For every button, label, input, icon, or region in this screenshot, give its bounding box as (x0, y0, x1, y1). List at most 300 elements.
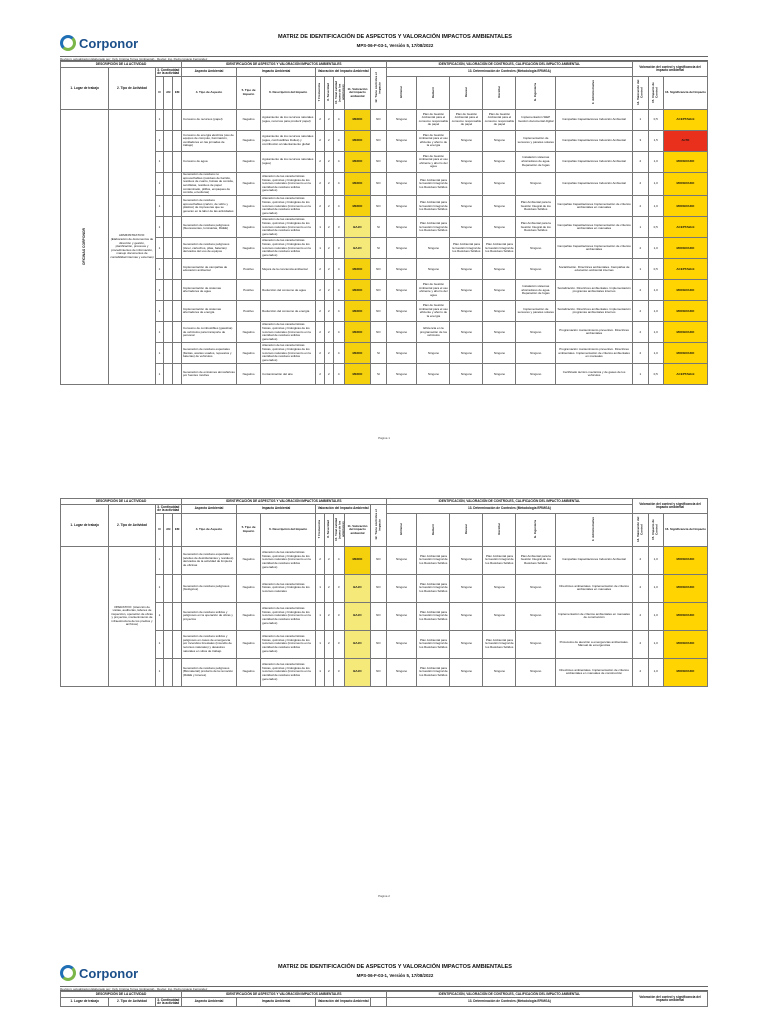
col-an-2: AN (164, 514, 173, 547)
tiene-controles: NO (371, 280, 387, 301)
control-reciclar: Ninguno (483, 130, 516, 151)
significancia: MODERADO (663, 172, 707, 196)
significancia: ACEPTABLE (663, 364, 707, 385)
control-reusar: Ninguno (450, 259, 483, 280)
matrix-table-3 (60, 991, 708, 1007)
section-controles: IDENTIFICACIÓN, VALORACIÓN DE CONTROLES, CALIFICACIÓN DEL IMPACTO AMBIENTAL (386, 62, 632, 68)
col-valoracion-imp: 11. Valoración del impacto ambiental (344, 77, 370, 110)
total: 4 (333, 343, 344, 364)
page-3 (60, 962, 708, 1007)
frecuencia: 2 (316, 364, 325, 385)
valoracion-control: 2 (633, 546, 648, 574)
brand-name: Corponor (79, 35, 139, 51)
valoracion: MEDIO (344, 172, 370, 196)
frecuencia: 1 (316, 238, 325, 259)
cont-n: 1 (155, 217, 164, 238)
control-administrativo: Campañas Capacitaciones Implementación de criterios ambientales en manuales (556, 217, 633, 238)
significancia: MODERADO (663, 238, 707, 259)
cont-an (164, 130, 173, 151)
valoracion: BAJO (344, 658, 370, 686)
tipo-impacto: Positivo (236, 301, 260, 322)
control-reducir: Plan Ambiental para la Gestión Integral de los Residuos Sólidos (417, 172, 450, 196)
col-impacto-control-2: 15. Impacto de Control (651, 518, 659, 540)
valoracion-control: 3 (633, 130, 648, 151)
impacto-control: 1,0 (648, 301, 663, 322)
severidad: 2 (324, 151, 333, 172)
desc-impacto: Reducción del consumo de energía (261, 301, 316, 322)
tipo-aspecto: Consumo de combustibles (gasolina) de vehículos para transporte de personal (181, 322, 236, 343)
control-reciclar: Ninguno (483, 196, 516, 217)
cont-em (173, 658, 182, 686)
control-ingenieria: Ninguno (516, 172, 556, 196)
cont-em (173, 172, 182, 196)
control-reciclar: Ninguno (483, 574, 516, 602)
total: 4 (333, 196, 344, 217)
control-ingenieria: Ninguno (516, 630, 556, 658)
tipo-aspecto: Implementación de sistemas ahorradores de agua (181, 280, 236, 301)
tipo-aspecto: Generación de residuos peligrosos (fluorescentes, luminarias, RAEE) (181, 217, 236, 238)
valoracion: BAJO (344, 630, 370, 658)
tipo-impacto: Negativo (236, 151, 260, 172)
control-reducir: Ninguno (417, 343, 450, 364)
control-ingenieria: Plan Ambiental para la Gestión Integral de los Residuos Sólidos (516, 196, 556, 217)
col-actividad-3: 2. Tipo de Actividad (109, 998, 155, 1007)
valoracion: BAJO (344, 217, 370, 238)
tiene-controles: NO (371, 630, 387, 658)
control-reusar: Ninguno (450, 151, 483, 172)
tipo-aspecto: Generación de residuos no aprovechables (residuos de barrido, residuos de cuarto, bolsas de comida, servilletas, residuos de papel contaminado, pitillos, empaques de comida, envolturas) (181, 172, 236, 196)
col-valoracion-imp-2: 11. Valoración del impacto ambiental (344, 514, 370, 547)
col-significancia-2: 16. Significancia del Impacto (663, 514, 707, 547)
impacto-control: 1,0 (648, 322, 663, 343)
impacto-control: 1,0 (648, 343, 663, 364)
page-number-1: Página 1 (378, 436, 390, 440)
total: 3 (333, 574, 344, 602)
control-eliminar: Ninguno (386, 196, 417, 217)
significancia: MODERADO (663, 151, 707, 172)
control-ingenieria: Ninguno (516, 238, 556, 259)
frecuencia: 2 (316, 343, 325, 364)
valoracion: MEDIO (344, 546, 370, 574)
significancia: MODERADO (663, 301, 707, 322)
significancia: ACEPTABLE (663, 217, 707, 238)
col-impacto-amb-2: Impacto Ambiental (236, 505, 315, 514)
tiene-controles: NO (371, 151, 387, 172)
cont-n: 1 (155, 658, 164, 686)
col-reducir-2: Reducir (430, 523, 435, 535)
lugar-cell (61, 546, 109, 686)
severidad: 2 (324, 322, 333, 343)
desc-impacto: Alteración de las características físicas, químicas y biológicas de los recursos naturales (incremento en la cantidad de residuos sólidos generados) (261, 602, 316, 630)
tipo-impacto: Negativo (236, 172, 260, 196)
tipo-impacto: Negativo (236, 658, 260, 686)
table-row (61, 301, 708, 322)
severidad: 2 (324, 172, 333, 196)
control-reducir: Plan de Gestión Ambiental para el consumo responsable de papel (417, 109, 450, 130)
control-reusar: Ninguno (450, 546, 483, 574)
valoracion: MEDIO (344, 109, 370, 130)
table-row (61, 343, 708, 364)
control-ingenieria: Implementación SIEP Gestión documental digital (516, 109, 556, 130)
severidad: 2 (324, 238, 333, 259)
valoracion: MEDIO (344, 130, 370, 151)
tipo-impacto: Negativo (236, 343, 260, 364)
col-total-2: 10. Total calidad (suma de los anteriores) (333, 517, 345, 541)
impacto-control: 1,0 (648, 602, 663, 630)
desc-impacto: Alteración de las características físicas, químicas y biológicas de los recursos naturales (incremento en la cantidad de residuos sólidos generados) (261, 322, 316, 343)
section-significancia-3: Valoración del control y significancia del impacto ambiental (633, 992, 708, 1007)
col-impacto-amb-3: Impacto Ambiental (236, 998, 315, 1007)
col-lugar-2: 1. Lugar de trabajo (61, 505, 109, 547)
valoracion: MEDIO (344, 343, 370, 364)
tipo-aspecto: Generación de residuos sólidos y peligrosos en casos de emergencia por incendios forestales (incendio de recursos naturales) y desastres naturales en sitios de trabajo (181, 630, 236, 658)
desc-impacto: Alteración de las características físicas, químicas y biológicas de los recursos naturales (incremento en la cantidad de residuos sólidos generados) (261, 630, 316, 658)
control-reciclar: Ninguno (483, 343, 516, 364)
frecuencia: 2 (316, 130, 325, 151)
section-descripcion: DESCRIPCIÓN DE LA ACTIVIDAD (61, 62, 182, 68)
cont-n: 1 (155, 109, 164, 130)
cont-n: 1 (155, 151, 164, 172)
significancia: ACEPTABLE (663, 109, 707, 130)
control-eliminar: Ninguno (386, 151, 417, 172)
frecuencia: 1 (316, 574, 325, 602)
valoracion-control: 1 (633, 109, 648, 130)
significancia: MODERADO (663, 322, 707, 343)
control-eliminar: Ninguno (386, 217, 417, 238)
col-impacto-control: 15. Impacto de Control (651, 81, 659, 103)
control-administrativo: Campañas Capacitaciones Implementación de criterios ambientales en manuales (556, 196, 633, 217)
control-reusar: Ninguno (450, 322, 483, 343)
cont-em (173, 238, 182, 259)
col-em: EM (173, 77, 182, 110)
cont-em (173, 630, 182, 658)
valoracion: MEDIO (344, 196, 370, 217)
section-identificacion: IDENTIFICACIÓN DE ASPECTOS Y VALORACIÓN IMPACTOS AMBIENTALES (181, 62, 386, 68)
control-reciclar: Ninguno (483, 172, 516, 196)
control-administrativo: Campañas Capacitaciones Inducción Ambiental (556, 151, 633, 172)
actividad-cell: OPERATIVO: (Atención de visitas, auditorías, labores de inspección, operación de obras y proyectos, mantenimiento de infraestructura de los predios y archivos) (109, 546, 155, 686)
lugar-label: OFICINAS CORPONOR (81, 227, 86, 265)
doc-code: MPS-06-F-03-1, Versión 5, 17/08/2022 (356, 43, 434, 48)
valoracion: MEDIO (344, 322, 370, 343)
total: 4 (333, 259, 344, 280)
desc-impacto: Reducción del consumo de agua (261, 280, 316, 301)
tipo-aspecto: Consumo de energía eléctrica (uso de equipos de cómputo, iluminación, ventiladores en las jornadas de trabajo) (181, 130, 236, 151)
tipo-impacto: Negativo (236, 364, 260, 385)
control-administrativo: Directrices ambientales. Implementación de criterios ambientales en manuales (556, 574, 633, 602)
valoracion-control: 2 (633, 196, 648, 217)
valoracion-control: 2 (633, 172, 648, 196)
col-desc-impacto: 6. Descripción del Impacto (261, 77, 316, 110)
desc-impacto: Alteración de las características físicas, químicas y biológicas de los recursos naturales (incremento en la cantidad de residuos sólidos generados) (261, 658, 316, 686)
tiene-controles: SI (371, 343, 387, 364)
frecuencia: 2 (316, 172, 325, 196)
control-eliminar: Ninguno (386, 130, 417, 151)
table-row (61, 574, 708, 602)
col-reusar-2: Reusar (463, 524, 468, 535)
col-tipo-aspecto-2: 4. Tipo de Aspecto (181, 514, 236, 547)
doc-title: MATRIZ DE IDENTIFICACIÓN DE ASPECTOS Y VALORACIÓN IMPACTOS AMBIENTALES (277, 34, 512, 40)
total: 3 (333, 602, 344, 630)
control-administrativo: Programación mantenimiento preventivo. Directrices ambientales. Implementación de criterios ambientales en manuales (556, 343, 633, 364)
total: 3 (333, 217, 344, 238)
severidad: 2 (324, 658, 333, 686)
col-n-2: N (155, 514, 164, 547)
control-eliminar: Ninguno (386, 280, 417, 301)
valoracion-control: 2 (633, 238, 648, 259)
cont-n: 1 (155, 301, 164, 322)
impacto-control: 0,5 (648, 109, 663, 130)
control-reducir: Plan Ambiental para la Gestión Integral de los Residuos Sólidos (417, 546, 450, 574)
total: 4 (333, 322, 344, 343)
valoracion-control: 2 (633, 322, 648, 343)
doc-meta: Revisión: actualización Elaborado por: Yeily Cristina Torres (Ambiental) · Revisó: Ing. Pedro Ignacio Fernández (60, 56, 708, 61)
desc-impacto: Alteración de las características físicas, químicas y biológicas de los recursos naturales (261, 574, 316, 602)
significancia: ACEPTABLE (663, 259, 707, 280)
cont-em (173, 301, 182, 322)
control-reciclar: Ninguno (483, 364, 516, 385)
significancia: MODERADO (663, 546, 707, 574)
significancia: MODERADO (663, 574, 707, 602)
control-reusar: Ninguno (450, 172, 483, 196)
col-reciclar: Reciclar (496, 86, 501, 99)
cont-em (173, 343, 182, 364)
col-valoracion-3: Valoración del Impacto Ambiental (316, 998, 371, 1007)
col-ingenieria: G. Ingeniería (532, 83, 537, 102)
cont-an (164, 602, 173, 630)
cont-an (164, 574, 173, 602)
control-ingenieria: Ninguno (516, 364, 556, 385)
control-reciclar: Ninguno (483, 259, 516, 280)
total: 4 (333, 172, 344, 196)
valoracion: MEDIO (344, 364, 370, 385)
frecuencia: 2 (316, 151, 325, 172)
cont-an (164, 259, 173, 280)
section-significancia: Valoración del control y significancia del impacto ambiental (633, 62, 708, 77)
control-eliminar: Ninguno (386, 172, 417, 196)
control-eliminar: Ninguno (386, 343, 417, 364)
control-reducir: Plan Ambiental para la Gestión Integral de los Residuos Sólidos (417, 658, 450, 686)
control-reducir: Eficiencia en la programación de los vehículos (417, 322, 450, 343)
control-reducir: Plan Ambiental para la Gestión Integral de los Residuos Sólidos (417, 602, 450, 630)
control-ingenieria: Ninguno (516, 343, 556, 364)
control-reusar: Ninguno (450, 217, 483, 238)
tipo-impacto: Negativo (236, 238, 260, 259)
severidad: 2 (324, 546, 333, 574)
col-lugar: 1. Lugar de trabajo (61, 68, 109, 110)
cont-n: 1 (155, 280, 164, 301)
table-row (61, 630, 708, 658)
valoracion: MEDIO (344, 301, 370, 322)
tipo-aspecto: Consumo de recursos (papel) (181, 109, 236, 130)
tiene-controles: NO (371, 130, 387, 151)
control-reducir: Plan Ambiental para la Gestión Integral de los Residuos Sólidos (417, 196, 450, 217)
cont-n: 1 (155, 546, 164, 574)
control-eliminar: Ninguno (386, 658, 417, 686)
col-val-control-2: 14. Valoración del Control (635, 516, 644, 542)
table-row (61, 172, 708, 196)
valoracion: BAJO (344, 238, 370, 259)
tipo-impacto: Negativo (236, 322, 260, 343)
cont-em (173, 217, 182, 238)
col-ingenieria-2: G. Ingeniería (532, 520, 537, 539)
control-reducir: Ninguno (417, 238, 450, 259)
cont-n: 1 (155, 322, 164, 343)
desc-impacto: Alteración de las características físicas, químicas y biológicas de los recursos naturales (incremento en la cantidad de residuos sólidos generados) (261, 343, 316, 364)
tipo-impacto: Negativo (236, 196, 260, 217)
cont-an (164, 172, 173, 196)
severidad: 2 (324, 259, 333, 280)
control-reusar: Ninguno (450, 364, 483, 385)
impacto-control: 0,5 (648, 217, 663, 238)
total: 4 (333, 151, 344, 172)
lugar-cell (61, 109, 109, 385)
page-1 (60, 32, 708, 440)
tiene-controles: NO (371, 546, 387, 574)
control-reciclar: Ninguno (483, 151, 516, 172)
control-reusar: Plan Ambiental para la Gestión Integral de los Residuos Sólidos (450, 238, 483, 259)
col-tipo-impacto-2: 5. Tipo de Impacto (236, 514, 260, 547)
section-identificacion-3: IDENTIFICACIÓN DE ASPECTOS Y VALORACIÓN IMPACTOS AMBIENTALES (181, 992, 386, 998)
total: 3 (333, 658, 344, 686)
cont-an (164, 217, 173, 238)
tipo-impacto: Negativo (236, 602, 260, 630)
control-reusar: Ninguno (450, 630, 483, 658)
total: 3 (333, 630, 344, 658)
control-administrativo: Campañas Capacitaciones Inducción Ambiental (556, 172, 633, 196)
control-reciclar: Ninguno (483, 280, 516, 301)
desc-impacto: Alteración de las características físicas, químicas y biológicas de los recursos naturales (incremento en la cantidad de residuos sólidos generados) (261, 238, 316, 259)
col-continuidad-3: 3. Continuidad de la actividad (155, 998, 181, 1007)
control-ingenieria: Ninguno (516, 602, 556, 630)
cont-n: 1 (155, 172, 164, 196)
cont-em (173, 280, 182, 301)
valoracion: MEDIO (344, 259, 370, 280)
valoracion-control: 2 (633, 280, 648, 301)
cont-em (173, 574, 182, 602)
control-reusar: Plan de Gestión Ambiental para el consumo responsable de papel (450, 109, 483, 130)
control-eliminar: Ninguno (386, 574, 417, 602)
impacto-control: 0,5 (648, 364, 663, 385)
tipo-aspecto: Implementación de sistemas ahorradores de energía (181, 301, 236, 322)
tipo-impacto: Negativo (236, 217, 260, 238)
control-administrativo: Certificado técnico mecánica y de gases de los vehículos (556, 364, 633, 385)
tipo-aspecto: Generación de residuos peligrosos (tóner, cartuchos, pilas, baterías) derivados del uso de equipos (181, 238, 236, 259)
cont-an (164, 109, 173, 130)
control-administrativo: Implementación de criterios ambientales en manuales de construcción (556, 602, 633, 630)
severidad: 2 (324, 630, 333, 658)
control-reducir: Plan de Gestión Ambiental para el uso eficiente y ahorro de la energía (417, 301, 450, 322)
col-severidad: 8. Severidad (326, 83, 331, 102)
control-reciclar: Ninguno (483, 602, 516, 630)
cont-an (164, 343, 173, 364)
matrix-table-1 (60, 61, 708, 385)
cont-an (164, 546, 173, 574)
col-administrativo: F. Administrativo (591, 80, 596, 105)
control-eliminar: Ninguno (386, 546, 417, 574)
desc-impacto: Mejora de la conciencia ambiental (261, 259, 316, 280)
control-reciclar: Ninguno (483, 658, 516, 686)
desc-impacto: Alteración de las características físicas, químicas y biológicas de los recursos naturales (incremento en la cantidad de residuos sólidos generados) (261, 546, 316, 574)
table-row (61, 109, 708, 130)
impacto-control: 0,5 (648, 259, 663, 280)
severidad: 2 (324, 364, 333, 385)
control-eliminar: Ninguno (386, 630, 417, 658)
col-desc-impacto-2: 6. Descripción del Impacto (261, 514, 316, 547)
section-controles-2: IDENTIFICACIÓN, VALORACIÓN DE CONTROLES, CALIFICACIÓN DEL IMPACTO AMBIENTAL (386, 499, 632, 505)
col-determinacion: 13. Determinación de Controles (Metodología EFIMGA) (386, 68, 632, 77)
cont-an (164, 364, 173, 385)
section-descripcion-3: DESCRIPCIÓN DE LA ACTIVIDAD (61, 992, 182, 998)
tipo-impacto: Negativo (236, 109, 260, 130)
severidad: 2 (324, 109, 333, 130)
cont-n: 1 (155, 196, 164, 217)
frecuencia: 1 (316, 658, 325, 686)
table-row (61, 546, 708, 574)
control-administrativo: Campañas Capacitaciones Inducción Ambiental (556, 130, 633, 151)
severidad: 2 (324, 130, 333, 151)
col-total: 10. Total calidad (suma de los anteriores) (333, 80, 345, 104)
desc-impacto: Alteración de las características físicas, químicas y biológicas de los recursos naturales (incremento en la cantidad de residuos sólidos generados) (261, 196, 316, 217)
total: 4 (333, 109, 344, 130)
frecuencia: 1 (316, 630, 325, 658)
section-controles-3: IDENTIFICACIÓN, VALORACIÓN DE CONTROLES, CALIFICACIÓN DEL IMPACTO AMBIENTAL (386, 992, 632, 998)
control-ingenieria: Ninguno (516, 259, 556, 280)
severidad: 2 (324, 574, 333, 602)
control-reciclar: Plan Ambiental para la Gestión Integral de los Residuos Sólidos (483, 238, 516, 259)
valoracion: MEDIO (344, 280, 370, 301)
valoracion-control: 2 (633, 574, 648, 602)
cont-n: 1 (155, 630, 164, 658)
control-ingenieria: Ninguno (516, 658, 556, 686)
cont-n: 1 (155, 259, 164, 280)
tipo-aspecto: Generación de residuos peligrosos (Biomaterial) producto de la remoción (RAEE y tóneres) (181, 658, 236, 686)
valoracion-control: 2 (633, 301, 648, 322)
col-eliminar: Eliminar (398, 86, 403, 99)
table-row (61, 217, 708, 238)
desc-impacto: Agotamiento de los recursos naturales (agua, recursos para producir papel) (261, 109, 316, 130)
control-reusar: Ninguno (450, 602, 483, 630)
frecuencia: 1 (316, 602, 325, 630)
cont-em (173, 259, 182, 280)
control-reducir: Ninguno (417, 364, 450, 385)
tipo-aspecto: Generación de residuos aprovechables (cartón, de vidrio y plástico) de impresoras que se generan en la labor de las actividades (181, 196, 236, 217)
table-row (61, 259, 708, 280)
cont-em (173, 196, 182, 217)
control-ingenieria: Instalación sistemas ahorradores de agua. Reparación de fugas (516, 280, 556, 301)
col-an: AN (164, 77, 173, 110)
significancia: MODERADO (663, 343, 707, 364)
col-eliminar-2: Eliminar (398, 523, 403, 536)
total: 4 (333, 546, 344, 574)
col-impacto-amb: Impacto Ambiental (236, 68, 315, 77)
corponor-logo-icon (60, 35, 76, 51)
frecuencia: 2 (316, 322, 325, 343)
control-ingenieria: Ninguno (516, 322, 556, 343)
col-frecuencia: 7 Frecuencia (317, 83, 322, 102)
control-reducir: Plan de Gestión Ambiental para el uso eficiente y ahorro de la energía (417, 130, 450, 151)
impacto-control: 1,0 (648, 658, 663, 686)
control-reciclar: Plan Ambiental para la Gestión Integral de los Residuos Sólidos (483, 630, 516, 658)
col-frecuencia-2: 7 Frecuencia (317, 520, 322, 539)
col-severidad-2: 8. Severidad (326, 520, 331, 539)
total: 4 (333, 301, 344, 322)
tiene-controles: NO (371, 301, 387, 322)
impacto-control: 1,0 (648, 546, 663, 574)
control-eliminar: Ninguno (386, 364, 417, 385)
valoracion-control: 2 (633, 151, 648, 172)
control-reducir: Plan Ambiental para la Gestión Integral de los Residuos Sólidos (417, 574, 450, 602)
